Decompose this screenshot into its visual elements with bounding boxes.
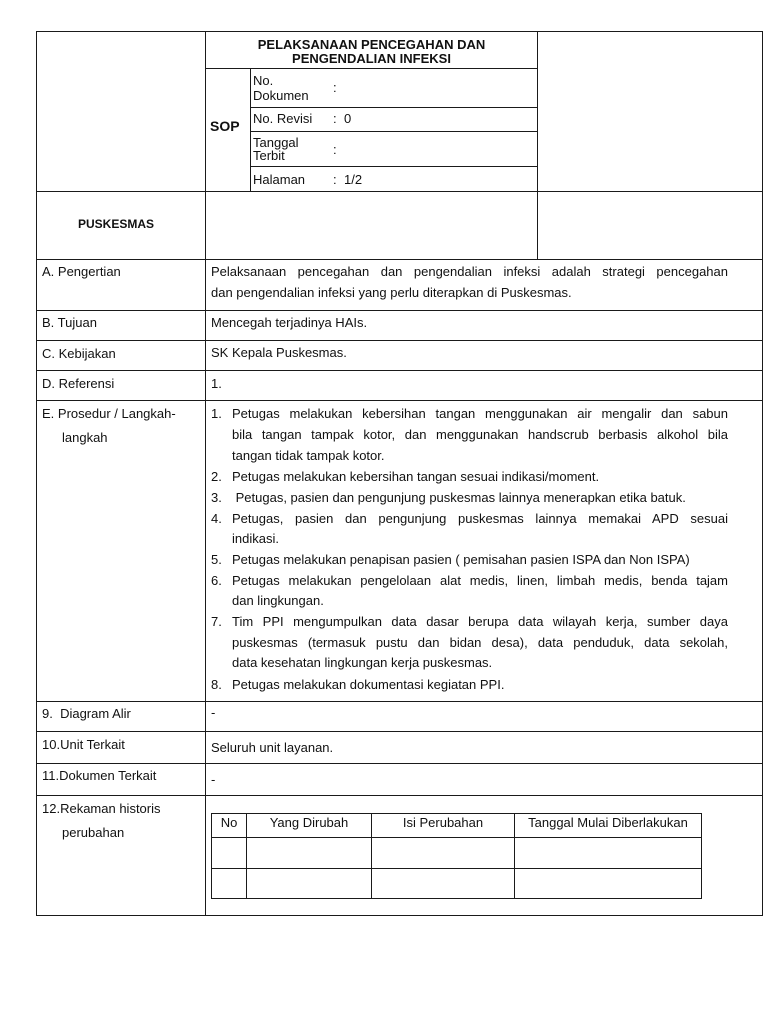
table-row [212, 869, 701, 898]
row-divider-12 [36, 795, 763, 796]
field-no-revisi-label: No. Revisi [253, 111, 313, 126]
step-line: Petugas melakukan dokumentasi kegiatan PPI. [232, 677, 505, 692]
field-tanggal-terbit-colon: : [333, 142, 337, 157]
puskesmas-label: PUSKESMAS [78, 217, 155, 231]
border-left [36, 31, 37, 916]
section-prosedur-label-2: langkah [62, 430, 108, 445]
step-number: 5. [211, 552, 222, 567]
row-divider-e [36, 400, 763, 401]
step-line: Tim PPI mengumpulkan data dasar berupa data wilayah kerja, sumber daya [232, 614, 728, 629]
step-line: tangan tidak tampak kotor. [232, 448, 385, 463]
history-table [211, 813, 702, 899]
step-line: Petugas melakukan kebersihan tangan menggunakan air mengalir dan sabun [232, 406, 728, 421]
field-no-revisi-value: 0 [344, 111, 352, 126]
section-dokumen-terkait-label: 11.Dokumen Terkait [42, 768, 157, 783]
row-divider-11 [36, 763, 763, 764]
step-line: puskesmas (termasuk pustu dan bidan desa), data penduduk, data sekolah, [232, 635, 728, 650]
step-number: 8. [211, 677, 222, 692]
step-line: bila tangan tampak kotor, dan menggunakan handscrub berbasis alkohol bila [232, 427, 728, 442]
step-number: 6. [211, 573, 222, 588]
section-pengertian-line2: dan pengendalian infeksi yang perlu diterapkan di Puskesmas. [211, 285, 572, 300]
field-no-revisi-colon: : [333, 111, 337, 126]
history-header-isi-perubahan: Isi Perubahan [402, 815, 484, 830]
step-line: dan lingkungan. [232, 593, 324, 608]
field-tanggal-terbit-label-2: Terbit [253, 148, 285, 163]
step-number: 2. [211, 469, 222, 484]
step-line: indikasi. [232, 531, 279, 546]
field-divider-3 [250, 166, 538, 167]
section-diagram-alir-content: - [211, 705, 216, 720]
section-rekaman-label-1: 12.Rekaman historis [42, 801, 161, 816]
field-divider-1 [250, 107, 538, 108]
step-line: data kesehatan lingkungan kerja puskesmas. [232, 655, 493, 670]
field-no-dokumen-colon: : [333, 80, 337, 95]
section-tujuan-label: B. Tujuan [42, 315, 97, 330]
sop-label-divider [250, 68, 251, 191]
row-divider-a [36, 259, 763, 260]
table-row [212, 838, 701, 868]
step-line: Petugas melakukan kebersihan tangan sesuai indikasi/moment. [232, 469, 600, 484]
sop-label: SOP [210, 118, 240, 134]
document-title-line2: PENGENDALIAN INFEKSI [292, 51, 451, 66]
field-halaman-label: Halaman [253, 172, 306, 187]
header-title-bottom [205, 68, 538, 69]
section-referensi-content: 1. [211, 376, 222, 391]
section-pengertian-label: A. Pengertian [42, 264, 121, 279]
field-no-dokumen-label-2: Dokumen [253, 88, 309, 103]
field-halaman-colon: : [333, 172, 337, 187]
header-bottom [36, 191, 763, 192]
border-right [762, 31, 763, 916]
header-right-divider [537, 31, 538, 259]
step-line: Petugas, pasien dan pengunjung puskesmas lainnya memakai APD sesuai [232, 511, 728, 526]
step-number: 3. [211, 490, 222, 505]
step-line: Petugas melakukan penapisan pasien ( pemisahan pasien ISPA dan Non ISPA) [232, 552, 690, 567]
section-unit-terkait-label: 10.Unit Terkait [42, 737, 125, 752]
row-divider-d [36, 370, 763, 371]
section-tujuan-content: Mencegah terjadinya HAIs. [211, 315, 368, 330]
step-number: 4. [211, 511, 222, 526]
document-title-line1: PELAKSANAAN PENCEGAHAN DAN [257, 37, 486, 52]
row-divider-b [36, 310, 763, 311]
row-divider-10 [36, 731, 763, 732]
section-referensi-label: D. Referensi [42, 376, 115, 391]
history-header-yang-dirubah: Yang Dirubah [269, 815, 349, 830]
section-diagram-alir-label: 9. Diagram Alir [42, 706, 131, 721]
step-number: 1. [211, 406, 222, 421]
section-kebijakan-content: SK Kepala Puskesmas. [211, 345, 347, 360]
section-unit-terkait-content: Seluruh unit layanan. [211, 740, 334, 755]
section-dokumen-terkait-content: - [211, 772, 216, 787]
border-bottom [36, 915, 763, 916]
field-halaman-value: 1/2 [344, 172, 363, 187]
section-prosedur-label-1: E. Prosedur / Langkah- [42, 406, 176, 421]
section-pengertian-line1: Pelaksanaan pencegahan dan pengendalian infeksi adalah strategi pencegahan [211, 264, 728, 279]
section-kebijakan-label: C. Kebijakan [42, 346, 116, 361]
field-tanggal-terbit-label-1: Tanggal [253, 135, 299, 150]
border-top [36, 31, 763, 32]
step-line: Petugas, pasien dan pengunjung puskesmas lainnya menerapkan etika batuk. [232, 490, 686, 505]
column-divider [205, 31, 206, 916]
row-divider-c [36, 340, 763, 341]
field-no-dokumen-label-1: No. [253, 73, 274, 88]
step-number: 7. [211, 614, 222, 629]
row-divider-9 [36, 701, 763, 702]
field-divider-2 [250, 131, 538, 132]
section-rekaman-label-2: perubahan [62, 825, 125, 840]
step-line: Petugas melakukan pengelolaan alat medis, linen, limbah medis, benda tajam [232, 573, 728, 588]
history-header-no: No [220, 815, 238, 830]
history-header-tanggal: Tanggal Mulai Diberlakukan [528, 815, 688, 830]
